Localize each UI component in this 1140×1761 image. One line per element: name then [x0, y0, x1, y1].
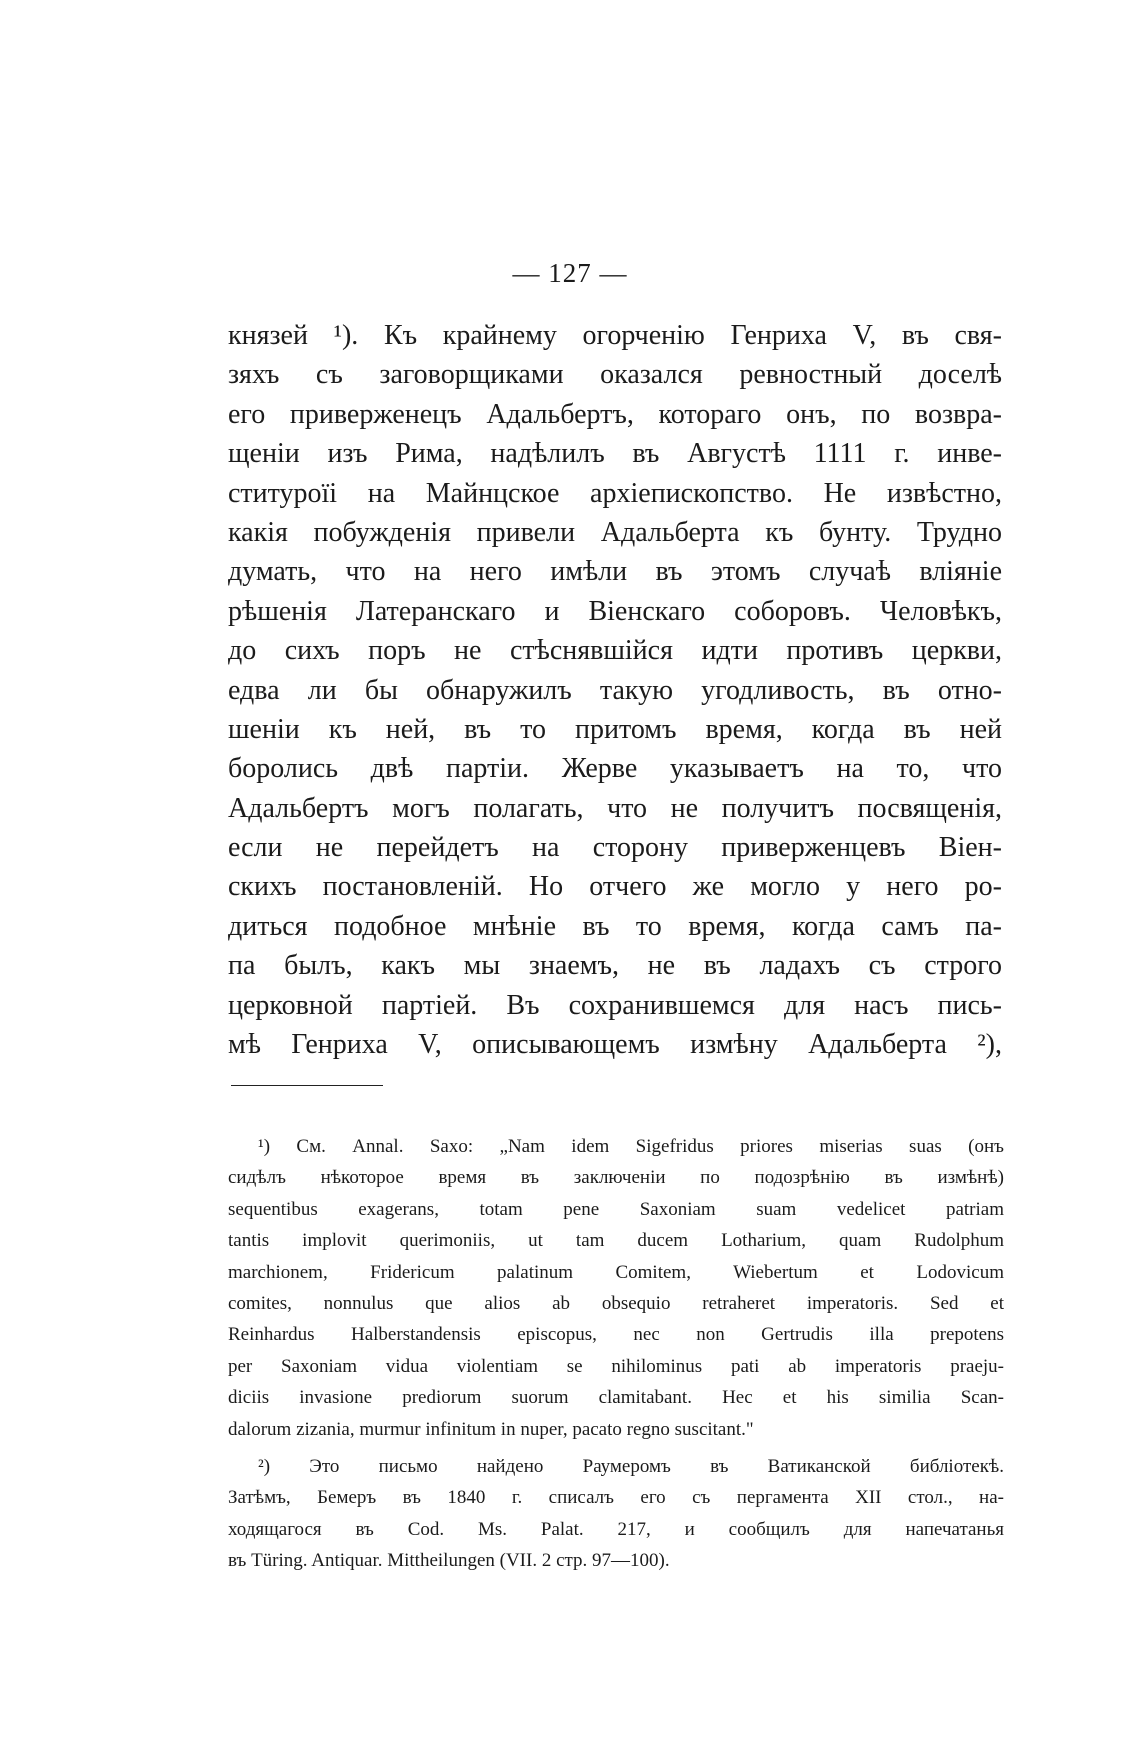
text-line: боролись двѣ партіи. Жерве указываетъ на то, что	[228, 753, 1002, 785]
text-line: какія побужденія привели Адальберта къ бунту. Трудно	[228, 516, 1002, 548]
footnote-line: dalorum zizania, murmur infinitum in nuper, pacato regno suscitant."	[228, 1418, 754, 1440]
footnote-divider	[231, 1085, 383, 1086]
text-line: рѣшенія Латеранскаго и Віенскаго соборовъ. Человѣкъ,	[228, 595, 1002, 627]
text-line: если не перейдетъ на сторону приверженцевъ Віен-	[228, 832, 1002, 864]
footnote-line: ¹) См. Annal. Saxo: „Nam idem Sigefridus priores miserias suas (онъ	[258, 1136, 1004, 1157]
footnote-line: Reinhardus Halberstandensis episcopus, nec non Gertrudis illa prepotens	[228, 1324, 1004, 1346]
text-line: зяхъ съ заговорщиками оказался ревностный доселѣ	[228, 359, 1002, 391]
text-line: скихъ постановленій. Но отчего же могло у него ро-	[228, 871, 1002, 903]
text-line: диться подобное мнѣніе въ то время, когда самъ па-	[228, 910, 1002, 942]
footnote-line: per Saxoniam vidua violentiam se nihilominus pati ab imperatoris praeju-	[228, 1355, 1004, 1377]
text-line: па былъ, какъ мы знаемъ, не въ ладахъ съ строго	[228, 950, 1002, 982]
text-line: щеніи изъ Рима, надѣлилъ въ Августѣ 1111 г. инве-	[228, 438, 1002, 470]
page-number: — 127 —	[512, 258, 628, 288]
footnote-line: sequentibus exagerans, totam pene Saxoniam suam vedelicet patriam	[228, 1198, 1004, 1220]
footnote-line: ²) Это письмо найдено Раумеромъ въ Ватиканской библіотекѣ.	[258, 1456, 1004, 1477]
footnote-line: diciis invasione prediorum suorum clamitabant. Hec et his similia Scan-	[228, 1387, 1004, 1409]
text-line: мѣ Генриха V, описывающемъ измѣну Адальберта ²),	[228, 1029, 1002, 1061]
footnote-line: Затѣмъ, Бемеръ въ 1840 г. списалъ его съ пергамента XII стол., на-	[228, 1487, 1004, 1509]
text-line: Адальбертъ могъ полагать, что не получитъ посвященія,	[228, 792, 1002, 824]
main-text	[228, 316, 1002, 1104]
footnote-line: сидѣлъ нѣкоторое время въ заключеніи по подозрѣнію въ измѣнѣ)	[228, 1167, 1004, 1189]
text-line: думать, что на него имѣли въ этомъ случаѣ вліяніе	[228, 556, 1002, 588]
footnote-line: marchionem, Fridericum palatinum Comitem, Wiebertum et Lodovicum	[228, 1261, 1004, 1283]
footnote-1	[228, 1131, 1004, 1445]
text-line: до сихъ поръ не стѣснявшійся идти противъ церкви,	[228, 635, 1002, 667]
text-line: едва ли бы обнаружилъ такую угодливость, въ отно-	[228, 674, 1002, 706]
footnote-line: comites, nonnulus que alios ab obsequio retraheret imperatoris. Sed et	[228, 1292, 1004, 1314]
text-line: шеніи къ ней, въ то притомъ время, когда въ ней	[228, 713, 1002, 745]
footnote-2	[228, 1451, 1004, 1577]
footnote-line: tantis implovit querimoniis, ut tam ducem Lotharium, quam Rudolphum	[228, 1230, 1004, 1252]
text-line: князей ¹). Къ крайнему огорченію Генриха V, въ свя-	[228, 320, 1002, 351]
text-line: ституроїі на Майнцское архіепископство. Не извѣстно,	[228, 477, 1002, 509]
footnote-line: ходящагося въ Cod. Ms. Palat. 217, и сообщилъ для напечатанья	[228, 1518, 1004, 1540]
footnote-line: въ Türing. Antiquar. Mittheilungen (VII. 2 стр. 97—100).	[228, 1550, 670, 1572]
text-line: церковной партіей. Въ сохранившемся для насъ пись-	[228, 989, 1002, 1021]
text-line: его приверженецъ Адальбертъ, котораго онъ, по возвра-	[228, 398, 1002, 430]
